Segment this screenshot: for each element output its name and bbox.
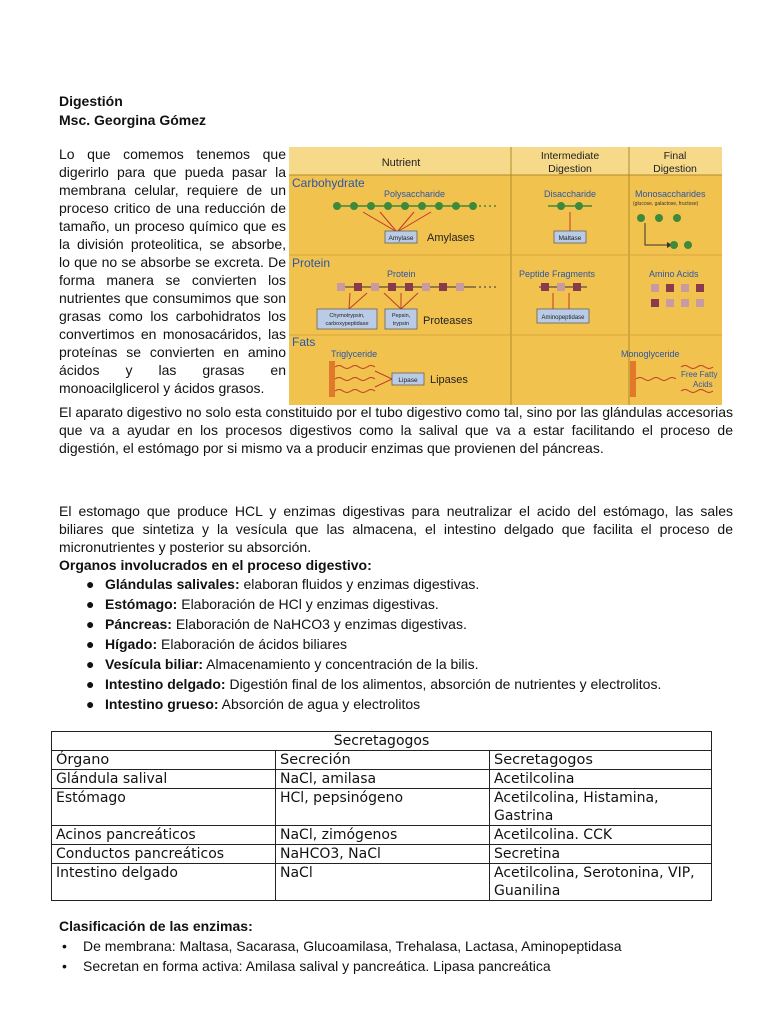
table-cell: NaCl [276,864,490,901]
col-header-intermediate: Intermediate [540,150,600,162]
list-item: • De membrana: Maltasa, Sacarasa, Glucoamilasa, Trehalasa, Lactasa, Aminopeptidasa [62,938,622,954]
glucose-unit [469,202,477,210]
table-cell: Glándula salival [52,770,276,789]
glucose-unit [418,202,426,210]
glucose-unit [350,202,358,210]
column-header: Secreción [276,751,490,770]
table-row [52,789,712,826]
classification-list [59,936,622,976]
organs-heading: Organos involucrados en el proceso digestivo: [59,557,372,573]
amino-acid-unit [354,283,362,291]
monosaccharide-unit [673,214,681,222]
monosaccharide-unit [637,214,645,222]
label-monosaccharides: Monosaccharides [635,189,706,199]
table-row [52,826,712,845]
trypsin-label: trypsin [392,321,410,327]
table-header-row [52,751,712,770]
table-cell: Secretina [490,845,712,864]
peptide-unit [541,283,549,291]
col-header-final: Final [663,150,687,162]
list-item: ● Intestino delgado: Digestión final de los alimentos, absorción de nutrientes y electrolitos. [86,676,662,692]
column-header: Órgano [52,751,276,770]
glucose-unit [333,202,341,210]
table-row [52,770,712,789]
glycerol-backbone [329,361,335,397]
bullet-icon: ● [86,676,95,692]
bullet-icon: ● [86,616,95,632]
table-cell: Acetilcolina [490,770,712,789]
carboxypeptidase-label: carboxypeptidase [325,321,369,327]
intro-paragraph: Lo que comemos tenemos que digerirlo para que pueda pasar la membrana celular, requiere de un proceso critico de una reducción de tamaño, un proceso químico que es la división proteolitica, se absorbe, lo que no se absorbe se excreta. De forma manera se convierten los nutrientes que consumimos que son grasas como los carbohidratos los convertimos en monosacáridos, las proteínas se convierten en amino ácidos y las grasas en monoacilglicerol y ácidos grasos. [59,146,286,396]
amino-acid-unit [405,283,413,291]
amino-acid-unit [456,283,464,291]
monosaccharide-unit [655,214,663,222]
document-title: Digestión [59,93,123,109]
label-monosaccharides-sub: (glucose, galactose, fructose) [633,201,699,207]
table-cell: Intestino delgado [52,864,276,901]
list-item: ● Páncreas: Elaboración de NaHCO3 y enzimas digestivas. [86,616,467,632]
column-header: Secretagogos [490,751,712,770]
table-row [52,864,712,901]
bullet-icon: ● [86,696,95,712]
absorbed-unit [684,241,692,249]
col-header-final-2: Digestion [653,163,697,175]
label-protein: Protein [387,269,416,279]
table-cell: HCl, pepsinógeno [276,789,490,826]
glucose-unit [575,202,583,210]
row-label-protein: Protein [292,256,331,270]
table-cell: Acinos pancreáticos [52,826,276,845]
table-cell: Acetilcolina, Serotonina, VIP, Guanilina [490,864,712,901]
list-item: ● Glándulas salivales: elaboran fluidos y enzimas digestivas. [86,576,480,592]
bullet-icon: • [62,938,67,954]
bullet-icon: ● [86,636,95,652]
glucose-unit [452,202,460,210]
label-lipases: Lipases [430,374,468,386]
table-cell: NaCl, zimógenos [276,826,490,845]
table-row [52,845,712,864]
label-peptide-fragments: Peptide Fragments [519,269,596,279]
amino-acid-unit [371,283,379,291]
glucose-unit [435,202,443,210]
table-cell: NaHCO3, NaCl [276,845,490,864]
list-item: • Secretan en forma activa: Amilasa salival y pancreática. Lipasa pancreática [62,958,551,974]
list-item: ● Estómago: Elaboración de HCl y enzimas digestivas. [86,596,439,612]
body-paragraph-2: El estomago que produce HCL y enzimas digestivas para neutralizar el acido del estómago, las sales biliares que sintetiza y la vesícula que las almacena, el intestino delgado que facilita el proceso de micronutrientes y posterior su absorción. [59,503,733,555]
pepsin-label: Pepsin, [391,313,411,319]
table-cell: Acetilcolina, Histamina, Gastrina [490,789,712,826]
table-cell: Estómago [52,789,276,826]
peptide-unit [573,283,581,291]
label-free-fatty: Free Fatty [681,370,718,379]
col-header-intermediate-2: Digestion [548,163,592,175]
digestion-diagram [289,147,722,405]
label-amylases: Amylases [427,232,475,244]
bullet-icon: • [62,958,67,974]
label-triglyceride: Triglyceride [331,349,378,359]
table-caption: Secretagogos [52,732,712,751]
classification-heading: Clasificación de las enzimas: [59,918,253,934]
row-label-carbohydrate: Carbohydrate [292,176,365,190]
label-polysaccharide: Polysaccharide [384,189,446,199]
row-label-fats: Fats [292,335,316,349]
table-cell: Conductos pancreáticos [52,845,276,864]
amino-acid-unit [422,283,430,291]
list-item: ● Hígado: Elaboración de ácidos biliares [86,636,347,652]
maltase-box-label: Maltase [558,235,582,242]
monoglyceride-backbone [630,361,636,397]
amino-acid-unit [439,283,447,291]
list-item: ● Intestino grueso: Absorción de agua y electrolitos [86,696,421,712]
glucose-unit [557,202,565,210]
table-cell: Acetilcolina. CCK [490,826,712,845]
secretagogos-table [51,731,712,901]
amino-acid-unit [388,283,396,291]
label-amino-acids: Amino Acids [649,269,699,279]
col-header-nutrient: Nutrient [381,157,421,169]
document-author: Msc. Georgina Gómez [59,112,207,128]
chymotrypsin-label: Chymotrypsin, [329,313,365,319]
bullet-icon: ● [86,596,95,612]
table-cell: NaCl, amilasa [276,770,490,789]
amino-acid-unit [337,283,345,291]
label-free-fatty-acids: Acids [693,380,713,389]
bullet-icon: ● [86,576,95,592]
document-title-block [59,92,206,130]
peptide-unit [557,283,565,291]
glucose-unit [384,202,392,210]
label-disaccharide: Disaccharide [543,189,597,199]
absorbed-unit [670,241,678,249]
amylase-box-label: Amylase [388,235,414,242]
list-item: ● Vesícula biliar: Almacenamiento y concentración de la bilis. [86,656,479,672]
body-paragraph-1: El aparato digestivo no solo esta constituido por el tubo digestivo como tal, sino por las glándulas accesorias que va a ayudar en los procesos digestivos como la salival que va a estar facilitando el proceso de digestión, el estómago por si mismo va a producir enzimas que provienen del páncreas. [59,404,733,456]
bullet-icon: ● [86,656,95,672]
aminopeptidase-label: Aminopeptidase [541,315,585,321]
label-monoglyceride: Monoglyceride [621,349,680,359]
glucose-unit [401,202,409,210]
label-proteases: Proteases [423,315,473,327]
glucose-unit [367,202,375,210]
organs-list [59,574,661,714]
lipase-box-label: Lipase [398,377,418,384]
